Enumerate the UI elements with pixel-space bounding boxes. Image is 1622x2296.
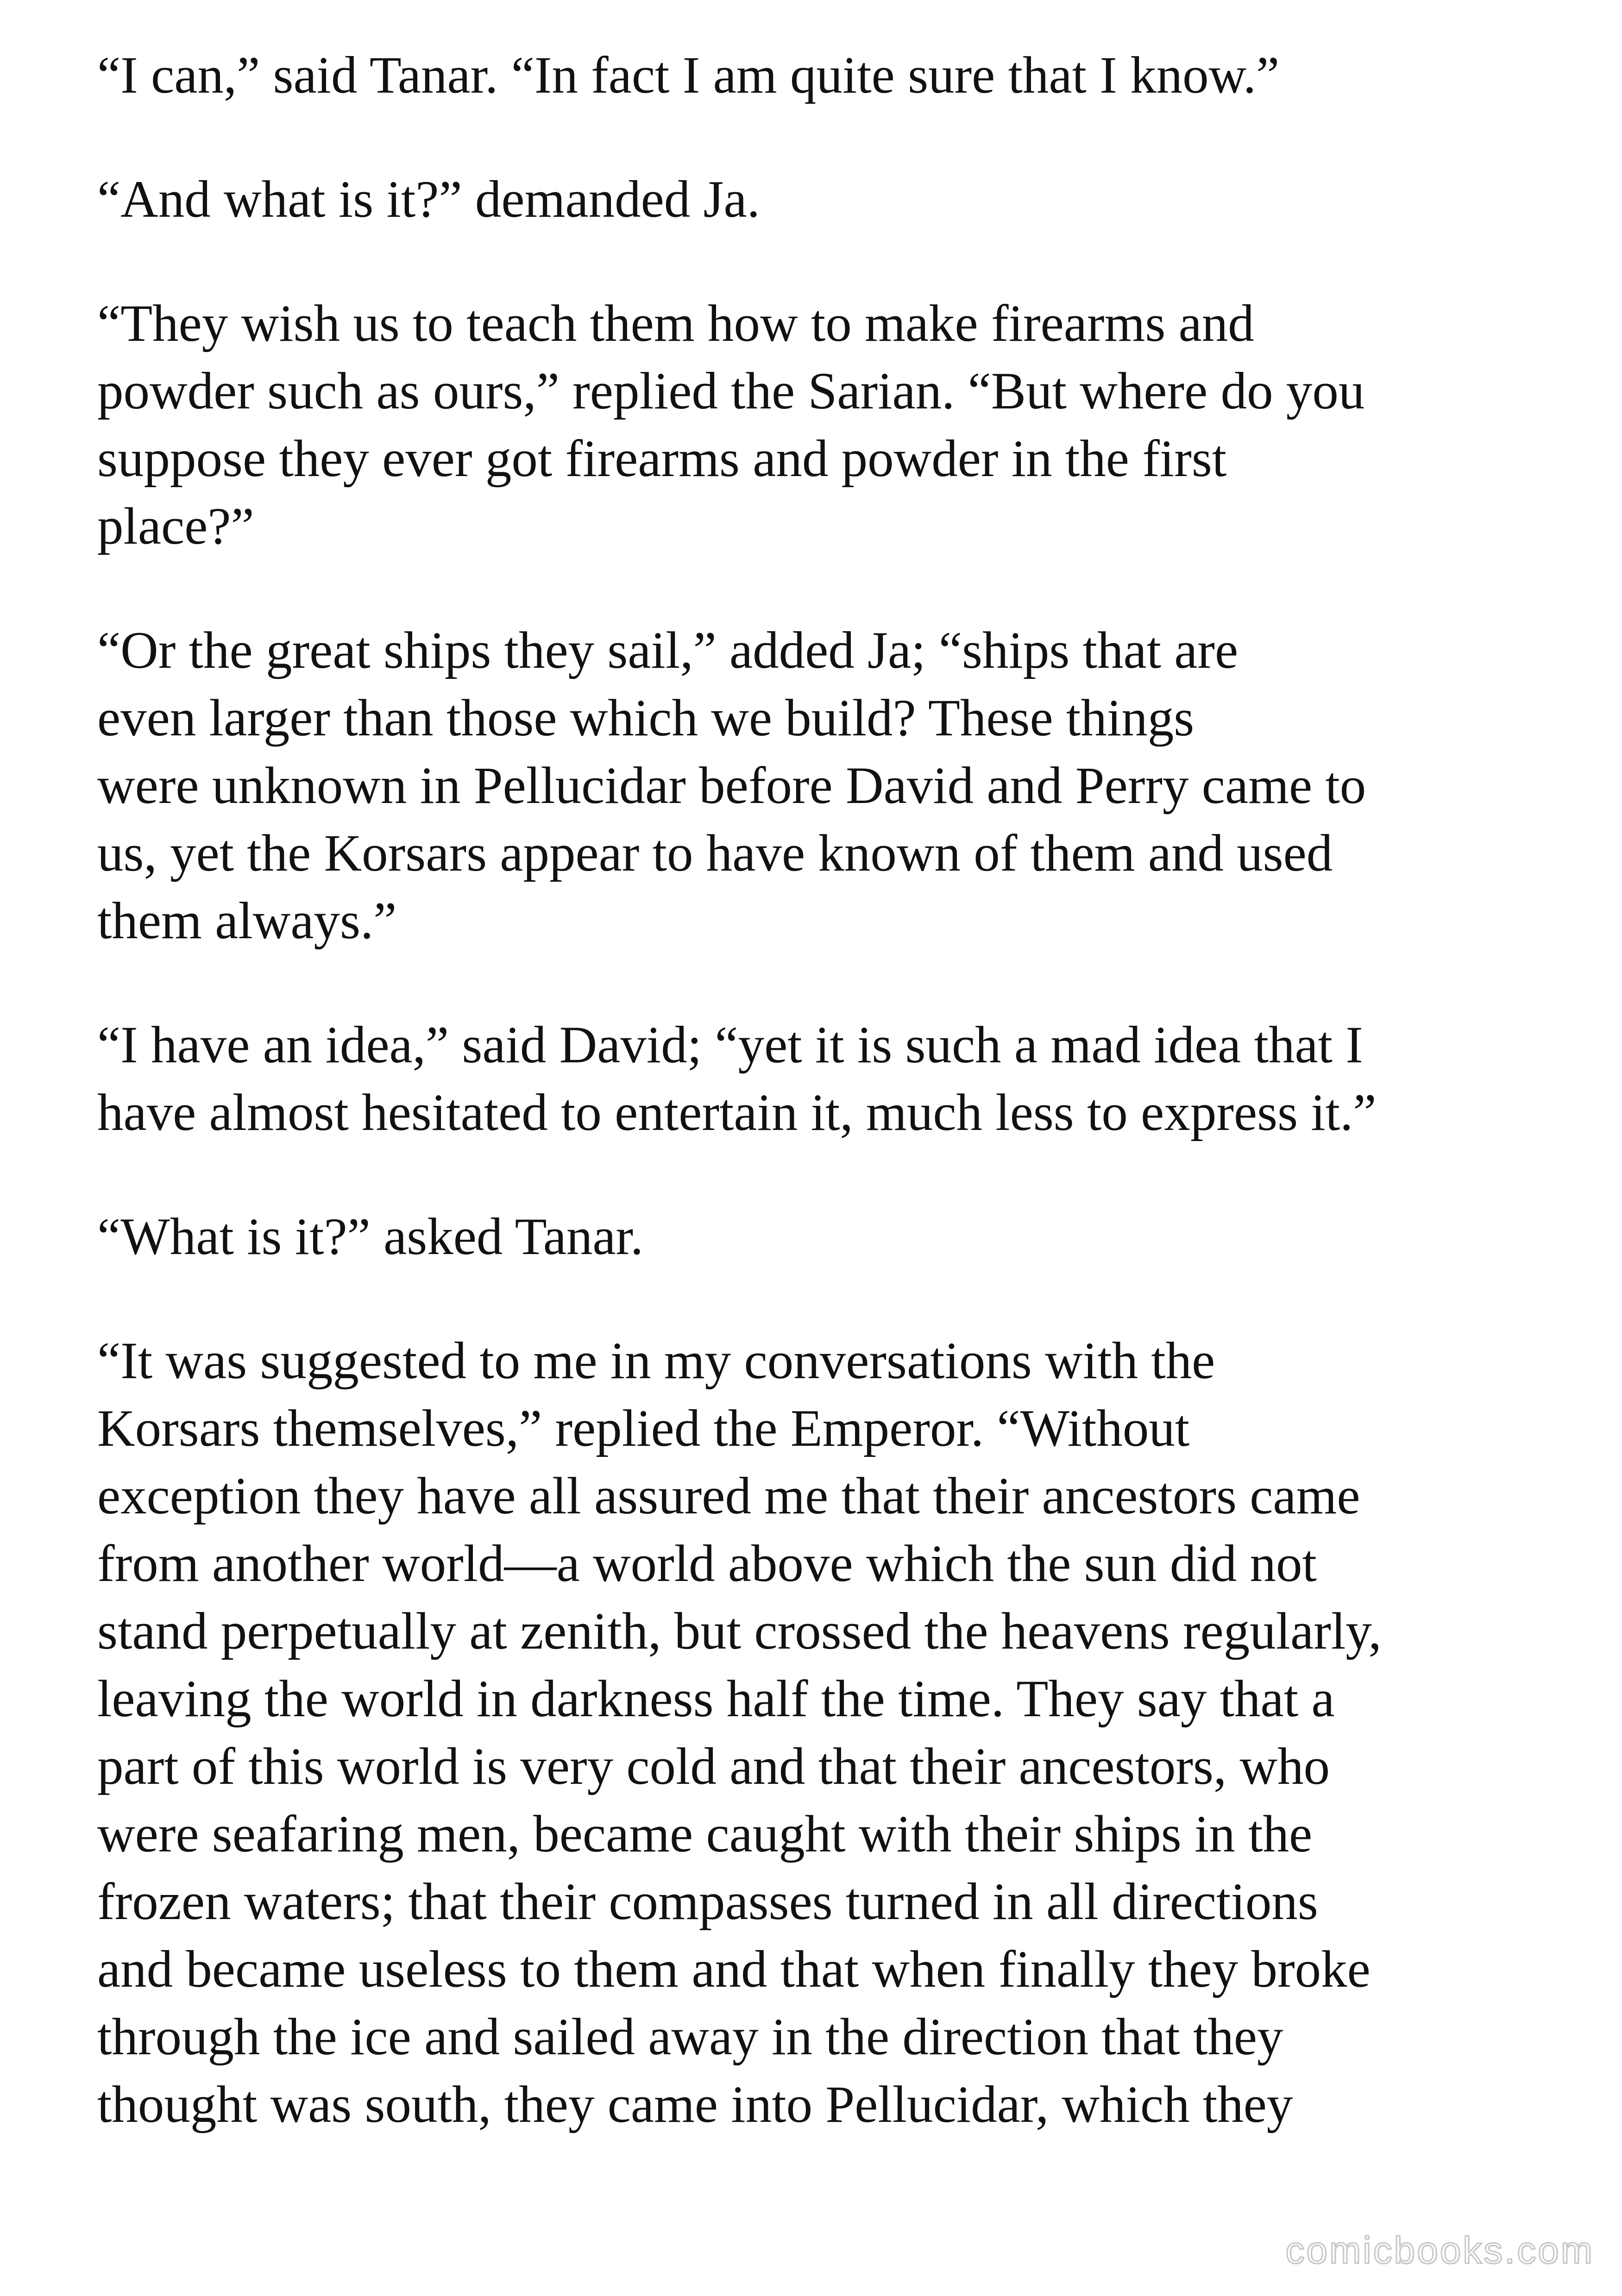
text-line: thought was south, they came into Pellucidar, which they bbox=[97, 2076, 1293, 2133]
text-line: “It was suggested to me in my conversations with the bbox=[97, 1332, 1215, 1390]
text-line: “Or the great ships they sail,” added Ja; “ships that are bbox=[97, 621, 1239, 679]
text-line: us, yet the Korsars appear to have known of them and used bbox=[97, 824, 1333, 882]
text-line: Korsars themselves,” replied the Emperor. “Without bbox=[97, 1399, 1190, 1457]
text-line: were unknown in Pellucidar before David and Perry came to bbox=[97, 757, 1366, 815]
text-line: suppose they ever got firearms and powder in the first bbox=[97, 430, 1227, 488]
text-line: exception they have all assured me that their ancestors came bbox=[97, 1467, 1360, 1525]
document-body bbox=[97, 42, 1556, 2139]
text-line: frozen waters; that their compasses turned in all directions bbox=[97, 1873, 1318, 1931]
text-line: were seafaring men, became caught with their ships in the bbox=[97, 1805, 1313, 1863]
text-line: “What is it?” asked Tanar. bbox=[97, 1208, 644, 1266]
text-line: “I have an idea,” said David; “yet it is such a mad idea that I bbox=[97, 1016, 1363, 1074]
text-line: from another world—a world above which the sun did not bbox=[97, 1535, 1317, 1593]
paragraph-5 bbox=[97, 1011, 1556, 1147]
text-line: powder such as ours,” replied the Sarian. “But where do you bbox=[97, 362, 1365, 420]
text-line: them always.” bbox=[97, 892, 397, 950]
text-line: part of this world is very cold and that their ancestors, who bbox=[97, 1738, 1330, 1795]
watermark: comicbooks.com bbox=[1285, 2229, 1594, 2271]
text-line: “They wish us to teach them how to make firearms and bbox=[97, 295, 1254, 352]
text-line: “And what is it?” demanded Ja. bbox=[97, 170, 760, 228]
text-line: even larger than those which we build? These things bbox=[97, 689, 1194, 747]
paragraph-4 bbox=[97, 617, 1556, 955]
paragraph-7 bbox=[97, 1327, 1556, 2139]
paragraph-3 bbox=[97, 290, 1556, 560]
text-line: leaving the world in darkness half the time. They say that a bbox=[97, 1670, 1335, 1728]
text-line: through the ice and sailed away in the direction that they bbox=[97, 2008, 1283, 2066]
text-line: and became useless to them and that when finally they broke bbox=[97, 1940, 1371, 1998]
paragraph-2 bbox=[97, 166, 1556, 233]
paragraph-6 bbox=[97, 1203, 1556, 1271]
paragraph-1 bbox=[97, 42, 1556, 109]
text-line: have almost hesitated to entertain it, much less to express it.” bbox=[97, 1084, 1377, 1142]
text-line: place?” bbox=[97, 497, 254, 555]
text-line: “I can,” said Tanar. “In fact I am quite sure that I know.” bbox=[97, 46, 1280, 104]
text-line: stand perpetually at zenith, but crossed the heavens regularly, bbox=[97, 1602, 1382, 1660]
